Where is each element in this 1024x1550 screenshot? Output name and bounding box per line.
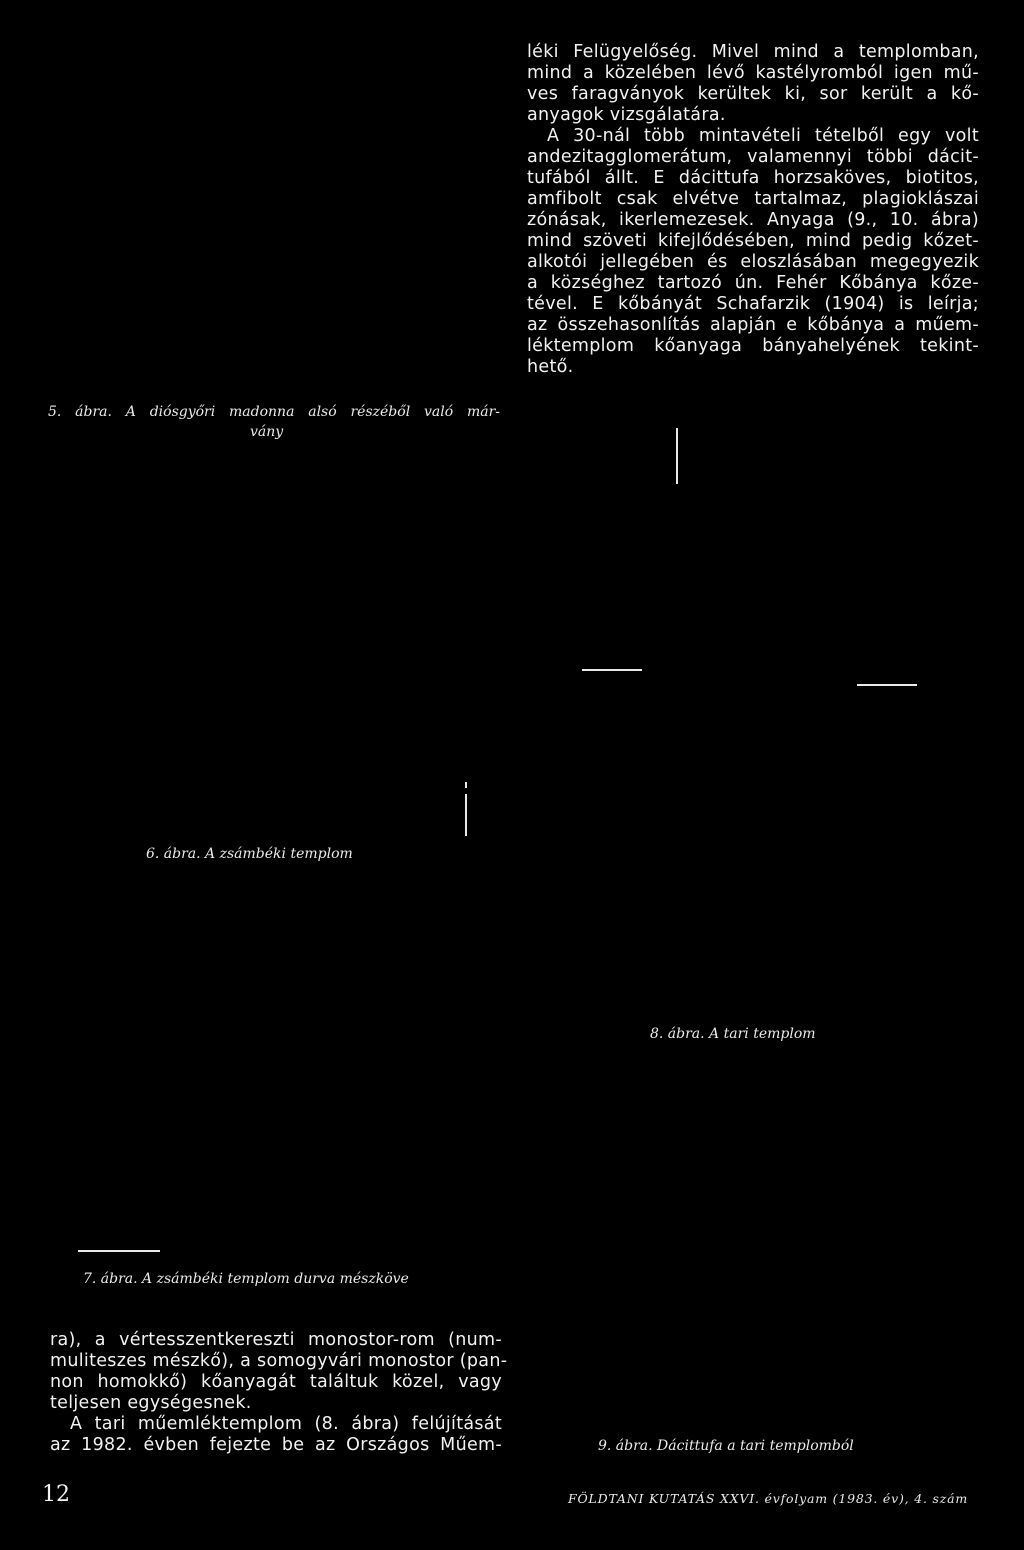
figure-5-caption-line1: 5. ábra. A diósgyőri madonna alsó részéből való már- — [48, 404, 500, 420]
text-line: tufából állt. E dácittufa horzsaköves, biotitos, — [527, 168, 979, 188]
text-line: amfibolt csak elvétve tartalmaz, plagioklászai — [527, 189, 979, 209]
text-line: mind a közelében lévő kastélyromból igen mű- — [527, 63, 979, 83]
figure-8-caption — [650, 1025, 816, 1043]
figure-divider-line — [857, 684, 917, 686]
page-number: 12 — [42, 1482, 70, 1507]
text-line: az 1982. évben fejezte be az Országos Műem- — [50, 1435, 502, 1455]
text-line: ves faragványok kerültek ki, sor került a kő- — [527, 84, 979, 104]
text-line: teljesen egységesnek. — [50, 1393, 252, 1413]
figure-5-caption-line2: vány — [250, 424, 284, 440]
running-footer: FÖLDTANI KUTATÁS XXVI. évfolyam (1983. év), 4. szám — [568, 1491, 968, 1506]
figure-5-caption-continued — [250, 423, 283, 441]
text-line: az összehasonlítás alapján e kőbánya a műem- — [527, 315, 979, 335]
figure-divider-line — [465, 794, 467, 836]
figure-6-caption-text: 6. ábra. A zsámbéki templom — [146, 846, 353, 862]
text-line: a községhez tartozó ún. Fehér Kőbánya kőze- — [527, 273, 979, 293]
top-paragraph — [527, 42, 979, 378]
figure-divider-line — [676, 428, 678, 484]
figure-divider-line — [582, 669, 642, 671]
figure-7-caption — [83, 1270, 409, 1288]
text-line: ra), a vértesszentkereszti monostor-rom (num- — [50, 1330, 502, 1350]
figure-8-caption-text: 8. ábra. A tari templom — [650, 1026, 816, 1042]
text-line: andezitagglomerátum, valamennyi többi dácit- — [527, 147, 979, 167]
text-line: A 30-nál több mintavételi tételből egy volt — [547, 126, 979, 146]
figure-divider-line — [465, 782, 467, 788]
text-line: muliteszes mészkő), a somogyvári monostor (pan- — [50, 1351, 508, 1371]
figure-9-caption-text: 9. ábra. Dácittufa a tari templomból — [598, 1438, 854, 1454]
text-line: non homokkő) kőanyagát találtuk közel, vagy — [50, 1372, 502, 1392]
figure-divider-line — [78, 1250, 160, 1252]
figure-5-caption — [48, 403, 500, 421]
figure-7-caption-text: 7. ábra. A zsámbéki templom durva mészköve — [83, 1271, 409, 1287]
text-line: hető. — [527, 357, 574, 377]
text-line: léki Felügyelőség. Mivel mind a templomban, — [527, 42, 979, 62]
text-line: léktemplom kőanyaga bányahelyének tekint- — [527, 336, 979, 356]
text-line: mind szöveti kifejlődésében, mind pedig kőzet- — [527, 231, 979, 251]
bottom-paragraph — [50, 1330, 508, 1456]
figure-9-caption — [598, 1437, 854, 1455]
figure-6-caption — [146, 845, 353, 863]
text-line: tével. E kőbányát Schafarzik (1904) is leírja; — [527, 294, 979, 314]
text-line: alkotói jellegében és eloszlásában megegyezik — [527, 252, 979, 272]
text-line: anyagok vizsgálatára. — [527, 105, 726, 125]
text-line: A tari műemléktemplom (8. ábra) felújítását — [70, 1414, 502, 1434]
text-line: zónásak, ikerlemezesek. Anyaga (9., 10. ábra) — [527, 210, 979, 230]
